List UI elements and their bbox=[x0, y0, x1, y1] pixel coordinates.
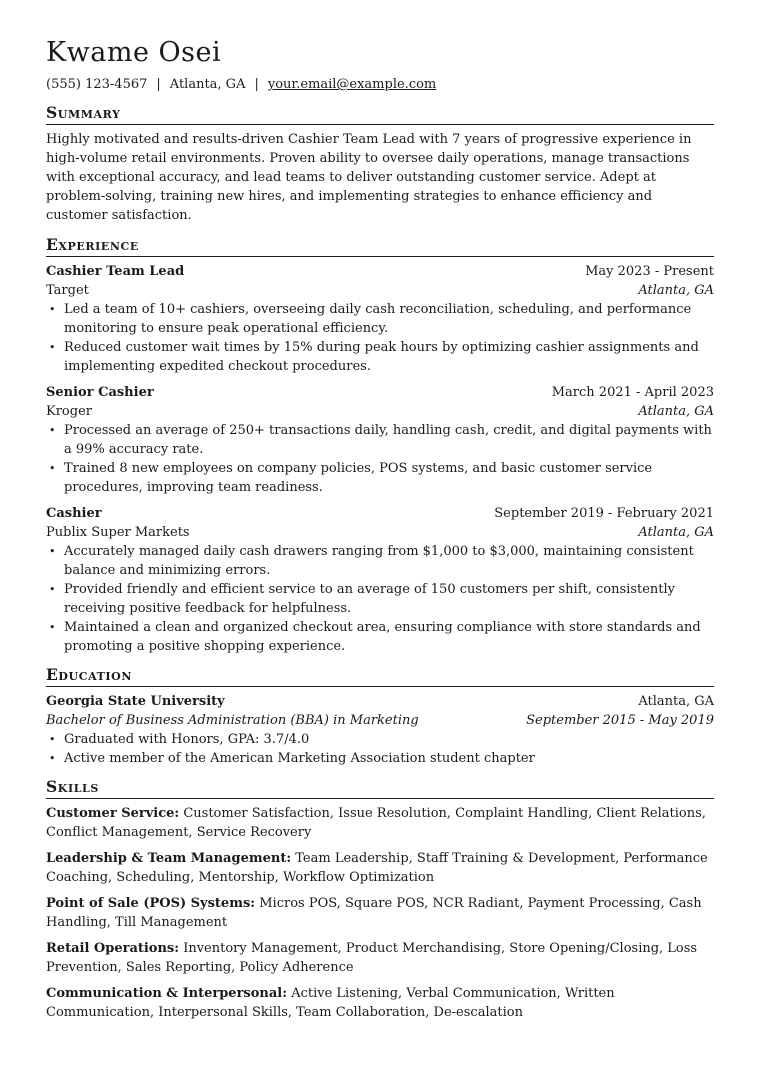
skill-row bbox=[46, 939, 714, 977]
experience-section bbox=[46, 235, 714, 656]
job-entry bbox=[46, 383, 714, 497]
list-item bbox=[46, 618, 714, 656]
separator: | bbox=[156, 77, 161, 92]
section-title-education: Education bbox=[46, 665, 714, 687]
email-link[interactable]: your.email@example.com bbox=[267, 77, 437, 92]
job-dates: September 2019 - February 2021 bbox=[494, 506, 714, 521]
list-item bbox=[46, 421, 714, 459]
job-title: Cashier bbox=[46, 506, 102, 521]
list-item bbox=[46, 580, 714, 618]
bullet-text: Provided friendly and efficient service to an average of 150 customers per shift, consistently receiving positive feedback for helpfulness. bbox=[64, 582, 676, 616]
skills-section bbox=[46, 777, 714, 1022]
school-name: Georgia State University bbox=[46, 694, 225, 709]
list-item bbox=[46, 542, 714, 580]
bullet-text: Processed an average of 250+ transactions daily, handling cash, credit, and digital payments with a 99% accuracy rate. bbox=[64, 423, 712, 457]
resume-page bbox=[46, 36, 714, 1022]
skill-category: Customer Service: bbox=[46, 806, 180, 821]
summary-text: Highly motivated and results-driven Cashier Team Lead with 7 years of progressive experience in high-volume retail environments. Proven ability to oversee daily operations, manage transactions with exceptional accuracy, and lead teams to deliver outstanding customer service. Adept at problem-solving, training new hires, and implementing strategies to enhance efficiency and customer satisfaction. bbox=[46, 132, 692, 223]
bullet-icon: • bbox=[49, 341, 56, 354]
section-title-summary: Summary bbox=[46, 103, 714, 125]
job-entry bbox=[46, 262, 714, 376]
skill-category: Point of Sale (POS) Systems: bbox=[46, 896, 256, 911]
company-name: Kroger bbox=[46, 404, 92, 419]
education-dates: September 2015 - May 2019 bbox=[526, 713, 714, 728]
job-title: Cashier Team Lead bbox=[46, 264, 185, 279]
skill-row bbox=[46, 894, 714, 932]
job-entry bbox=[46, 504, 714, 656]
skill-row bbox=[46, 984, 714, 1022]
job-location: Atlanta, GA bbox=[638, 404, 714, 419]
bullet-text: Accurately managed daily cash drawers ranging from $1,000 to $3,000, maintaining consistent balance and minimizing errors. bbox=[64, 544, 694, 578]
bullet-icon: • bbox=[49, 583, 56, 596]
separator: | bbox=[254, 77, 259, 92]
bullet-text: Graduated with Honors, GPA: 3.7/4.0 bbox=[64, 732, 310, 747]
list-item bbox=[46, 730, 714, 749]
skill-category: Communication & Interpersonal: bbox=[46, 986, 288, 1001]
summary-section bbox=[46, 103, 714, 225]
list-item bbox=[46, 749, 714, 768]
skill-category: Leadership & Team Management: bbox=[46, 851, 292, 866]
job-dates: March 2021 - April 2023 bbox=[551, 385, 714, 400]
job-location: Atlanta, GA bbox=[638, 525, 714, 540]
education-section bbox=[46, 665, 714, 768]
job-location: Atlanta, GA bbox=[638, 283, 714, 298]
skill-row bbox=[46, 804, 714, 842]
phone-number: (555) 123-4567 bbox=[46, 77, 148, 92]
skill-list: Micros POS, Square POS, NCR Radiant, Payment Processing, Cash Handling, Till Management bbox=[46, 896, 702, 930]
bullet-text: Active member of the American Marketing Association student chapter bbox=[64, 751, 535, 766]
company-name: Publix Super Markets bbox=[46, 525, 190, 540]
bullet-icon: • bbox=[49, 733, 56, 746]
company-name: Target bbox=[46, 283, 89, 298]
bullet-icon: • bbox=[49, 424, 56, 437]
candidate-name: Kwame Osei bbox=[46, 37, 222, 68]
skill-list: Customer Satisfaction, Issue Resolution, Complaint Handling, Client Relations, Conflict Management, Service Recovery bbox=[46, 806, 706, 840]
bullet-text: Reduced customer wait times by 15% during peak hours by optimizing cashier assignments and implementing expedited checkout procedures. bbox=[64, 340, 699, 374]
bullet-icon: • bbox=[49, 462, 56, 475]
bullet-text: Maintained a clean and organized checkout area, ensuring compliance with store standards and promoting a positive shopping experience. bbox=[64, 620, 701, 654]
bullet-icon: • bbox=[49, 621, 56, 634]
location: Atlanta, GA bbox=[169, 77, 246, 92]
bullet-text: Trained 8 new employees on company policies, POS systems, and basic customer service procedures, improving team readiness. bbox=[64, 461, 653, 495]
list-item bbox=[46, 300, 714, 338]
skill-category: Retail Operations: bbox=[46, 941, 180, 956]
section-title-experience: Experience bbox=[46, 235, 714, 257]
bullet-icon: • bbox=[49, 303, 56, 316]
list-item bbox=[46, 338, 714, 376]
skill-list: Inventory Management, Product Merchandising, Store Opening/Closing, Loss Prevention, Sales Reporting, Policy Adherence bbox=[46, 941, 698, 975]
bullet-icon: • bbox=[49, 545, 56, 558]
job-dates: May 2023 - Present bbox=[585, 264, 714, 279]
bullet-text: Led a team of 10+ cashiers, overseeing daily cash reconciliation, scheduling, and performance monitoring to ensure peak operational efficiency. bbox=[64, 302, 692, 336]
section-title-skills: Skills bbox=[46, 777, 714, 799]
skill-row bbox=[46, 849, 714, 887]
school-location: Atlanta, GA bbox=[638, 694, 714, 709]
skill-list: Active Listening, Verbal Communication, Written Communication, Interpersonal Skills, Team Collaboration, De-escalation bbox=[46, 986, 615, 1020]
skill-list: Team Leadership, Staff Training & Development, Performance Coaching, Scheduling, Mentorship, Workflow Optimization bbox=[46, 851, 708, 885]
job-title: Senior Cashier bbox=[46, 385, 154, 400]
bullet-icon: • bbox=[49, 752, 56, 765]
list-item bbox=[46, 459, 714, 497]
degree-name: Bachelor of Business Administration (BBA) in Marketing bbox=[46, 713, 419, 728]
contact-line bbox=[46, 76, 714, 94]
